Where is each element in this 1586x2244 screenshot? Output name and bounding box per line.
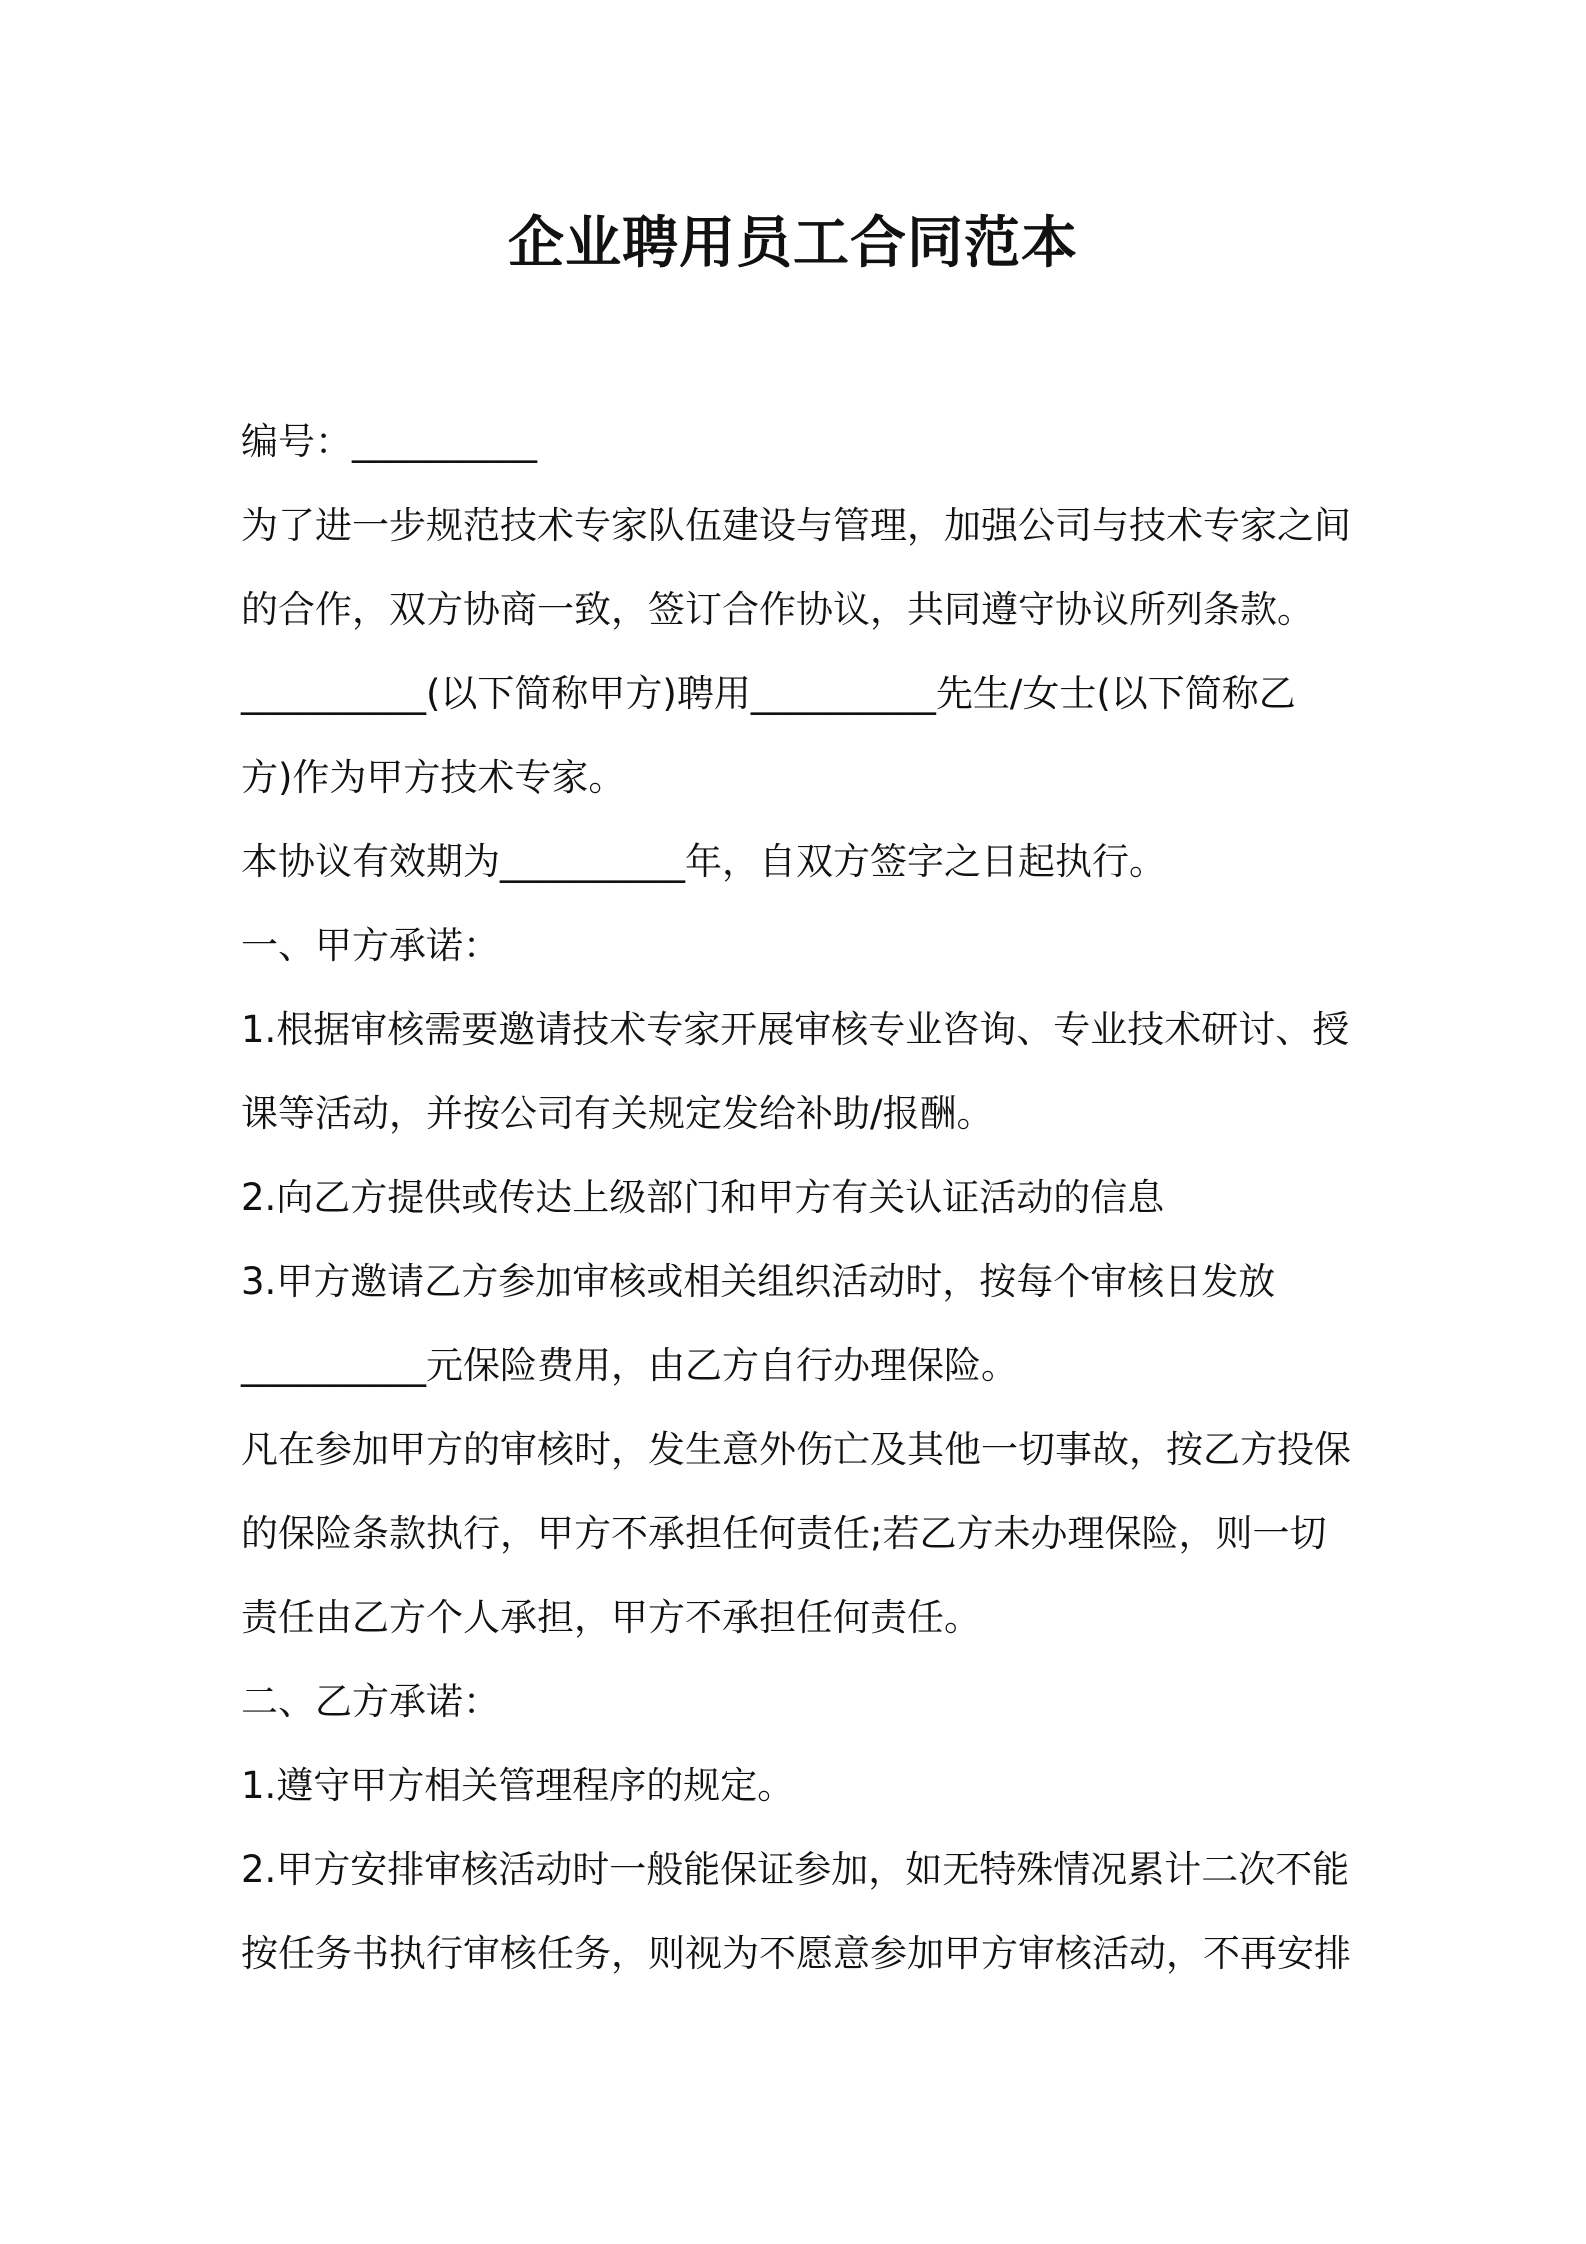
document-body [241,400,1361,1996]
liability-paragraph-line: 责任由乙方个人承担，甲方不承担任何责任。 [241,1596,981,1639]
clause-line: 课等活动，并按公司有关规定发给补助/报酬。 [241,1092,994,1135]
intro-paragraph-line: 的合作，双方协商一致，签订合作协议，共同遵守协议所列条款。 [241,588,1314,631]
contract-number-line: 编号：__________ [241,420,537,463]
clause-line: 1.遵守甲方相关管理程序的规定。 [241,1764,795,1807]
liability-paragraph-line: 的保险条款执行，甲方不承担任何责任;若乙方未办理保险，则一切 [241,1512,1327,1555]
clause-line: 2.向乙方提供或传达上级部门和甲方有关认证活动的信息 [241,1176,1165,1219]
clause-line: 按任务书执行审核任务，则视为不愿意参加甲方审核活动，不再安排 [241,1932,1351,1975]
liability-paragraph-line: 凡在参加甲方的审核时，发生意外伤亡及其他一切事故，按乙方投保 [241,1428,1351,1471]
clause-line: 3.甲方邀请乙方参加审核或相关组织活动时，按每个审核日发放 [241,1260,1276,1303]
parties-paragraph-line: __________(以下简称甲方)聘用__________先生/女士(以下简称乙 [241,672,1296,715]
section-heading-party-a: 一、甲方承诺： [241,924,500,967]
clause-line: 1.根据审核需要邀请技术专家开展审核专业咨询、专业技术研讨、授 [241,1008,1350,1051]
section-heading-party-b: 二、乙方承诺： [241,1680,500,1723]
validity-paragraph-line: 本协议有效期为__________年，自双方签字之日起执行。 [241,840,1166,883]
document-title: 企业聘用员工合同范本 [508,211,1078,276]
clause-line: 2.甲方安排审核活动时一般能保证参加，如无特殊情况累计二次不能 [241,1848,1350,1891]
intro-paragraph-line: 为了进一步规范技术专家队伍建设与管理，加强公司与技术专家之间 [241,504,1351,547]
parties-paragraph-line: 方)作为甲方技术专家。 [241,756,626,799]
clause-line: __________元保险费用，由乙方自行办理保险。 [241,1344,1018,1387]
